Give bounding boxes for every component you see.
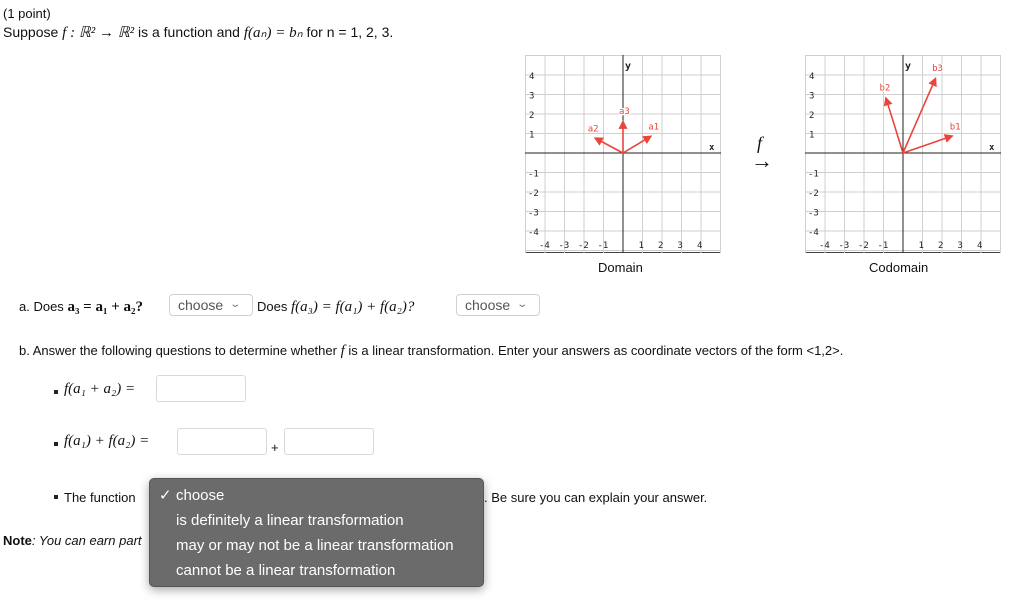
codomain-tick-x-neg: -4: [819, 241, 830, 251]
item3-suffix: . Be sure you can explain your answer.: [484, 490, 708, 505]
codomain-tick-x-pos: 3: [957, 241, 963, 251]
vector-b1-label: b1: [949, 122, 961, 133]
function-select-dropdown[interactable]: [149, 478, 484, 587]
part-a-q1: [19, 299, 143, 316]
codomain-tick-x-pos: 2: [938, 241, 944, 251]
domain-tick-x-neg: -3: [558, 241, 570, 251]
plus-sign: +: [271, 440, 279, 455]
checkmark-icon: ✓: [159, 487, 172, 504]
note-text: : You can earn part: [31, 533, 142, 548]
domain-tick-y-pos: 2: [529, 111, 535, 121]
chevron-down-icon: ⌄: [229, 299, 242, 310]
codomain-tick-x-neg: -3: [838, 241, 850, 251]
domain-tick-y-neg: -4: [528, 228, 539, 238]
part-b-instruction: [19, 343, 843, 360]
answer-input-2[interactable]: [177, 428, 267, 455]
is-function-text: is a function and: [137, 24, 240, 40]
domain-y-axis-label: y: [625, 61, 632, 72]
note-line: [3, 533, 142, 548]
codomain-tick-x-pos: 1: [918, 241, 924, 251]
vector-b3-label: b3: [932, 63, 943, 74]
domain-tick-x-pos: 1: [638, 241, 644, 251]
part-a-q2-math: f(a₃) = f(a₁) + f(a₂)?: [290, 299, 415, 315]
codomain-x-axis-label: x: [989, 143, 995, 153]
domain-label: Domain: [598, 260, 643, 275]
chevron-down-icon: ⌄: [516, 299, 529, 310]
codomain-tick-y-pos: 1: [809, 130, 815, 141]
option-label: may or may not be a linear transformation: [176, 537, 454, 554]
mapping-formula: f(aₙ) = bₙ: [243, 25, 303, 41]
item1-label: f(a₁ + a₂) =: [64, 381, 136, 397]
option-label: choose: [176, 487, 225, 504]
domain-tick-y-neg: -3: [528, 208, 539, 219]
codomain-tick-y-pos: 3: [809, 91, 815, 102]
select-value: choose: [178, 297, 224, 313]
option-label: cannot be a linear transformation: [176, 562, 396, 579]
part-a-prefix: a. Does: [19, 299, 64, 314]
dropdown-option-definitely-linear[interactable]: [150, 510, 483, 535]
part-a-math: a₃ = a₁ + a₂?: [67, 299, 144, 315]
domain-tick-x-neg: -1: [597, 241, 609, 251]
codomain-label: Codomain: [869, 260, 929, 275]
domain-tick-x-pos: 4: [697, 241, 703, 251]
codomain-tick-y-neg: -1: [808, 169, 819, 180]
map-arrow-icon: →: [751, 148, 773, 173]
part-b-f: f: [340, 343, 345, 359]
domain-tick-y-neg: -2: [528, 189, 539, 199]
codomain-tick-y-neg: -2: [808, 189, 819, 199]
dropdown-option-choose[interactable]: [150, 485, 483, 510]
select-value: choose: [465, 297, 511, 313]
note-label: Note: [3, 533, 32, 548]
part-b-text: b. Answer the following questions to determine whether: [19, 343, 337, 358]
answer-input-3[interactable]: [284, 428, 374, 455]
codomain-tick-x-neg: -1: [877, 241, 889, 251]
map-f-label: f: [757, 133, 763, 153]
dropdown-option-cannot-be-linear[interactable]: [150, 560, 483, 585]
part-a-select-2[interactable]: [456, 294, 540, 316]
domain-tick-x-pos: 2: [658, 241, 664, 251]
codomain-y-axis-label: y: [905, 61, 912, 72]
codomain-tick-x-neg: -2: [858, 241, 869, 251]
domain-x-axis-label: x: [709, 143, 715, 153]
suppose-text: Suppose: [3, 24, 59, 40]
part-b-text-rest: is a linear transformation. Enter your answers as coordinate vectors of the form <1,2>.: [348, 343, 844, 358]
codomain-graph: [805, 55, 1001, 253]
part-a-q2-prefix: Does: [257, 299, 288, 314]
function-signature: f : ℝ² → ℝ²: [62, 25, 135, 41]
part-a-q2: [257, 299, 414, 316]
domain-tick-x-neg: -4: [539, 241, 550, 251]
option-label: is definitely a linear transformation: [176, 512, 404, 529]
answer-input-1[interactable]: [156, 375, 246, 402]
vector-b2-label: b2: [879, 83, 891, 94]
points-label: (1 point): [3, 6, 51, 21]
for-n-text: for n = 1, 2, 3.: [306, 24, 394, 40]
vector-a1-label: a1: [648, 122, 660, 133]
item2-label: f(a₁) + f(a₂) =: [64, 433, 150, 449]
domain-tick-y-pos: 3: [529, 91, 535, 102]
domain-tick-x-neg: -2: [578, 241, 589, 251]
codomain-tick-y-neg: -4: [808, 228, 819, 238]
bullet-icon: [54, 495, 58, 499]
bullet-icon: [54, 390, 58, 394]
domain-tick-y-pos: 4: [529, 72, 535, 82]
item3-label: The function: [64, 490, 136, 505]
domain-tick-y-neg: -1: [528, 169, 539, 180]
part-a-select-1[interactable]: [169, 294, 253, 316]
vector-a3-label: a3: [619, 106, 630, 117]
domain-tick-x-pos: 3: [677, 241, 683, 251]
vector-a2-label: a2: [587, 124, 599, 135]
codomain-tick-y-pos: 2: [809, 111, 815, 121]
domain-tick-y-pos: 1: [529, 130, 535, 141]
dropdown-option-may-or-may-not[interactable]: [150, 535, 483, 560]
problem-statement: [3, 23, 393, 42]
codomain-tick-y-neg: -3: [808, 208, 819, 219]
domain-graph: [525, 55, 721, 253]
bullet-icon: [54, 442, 58, 446]
codomain-tick-y-pos: 4: [809, 72, 815, 82]
codomain-tick-x-pos: 4: [977, 241, 983, 251]
